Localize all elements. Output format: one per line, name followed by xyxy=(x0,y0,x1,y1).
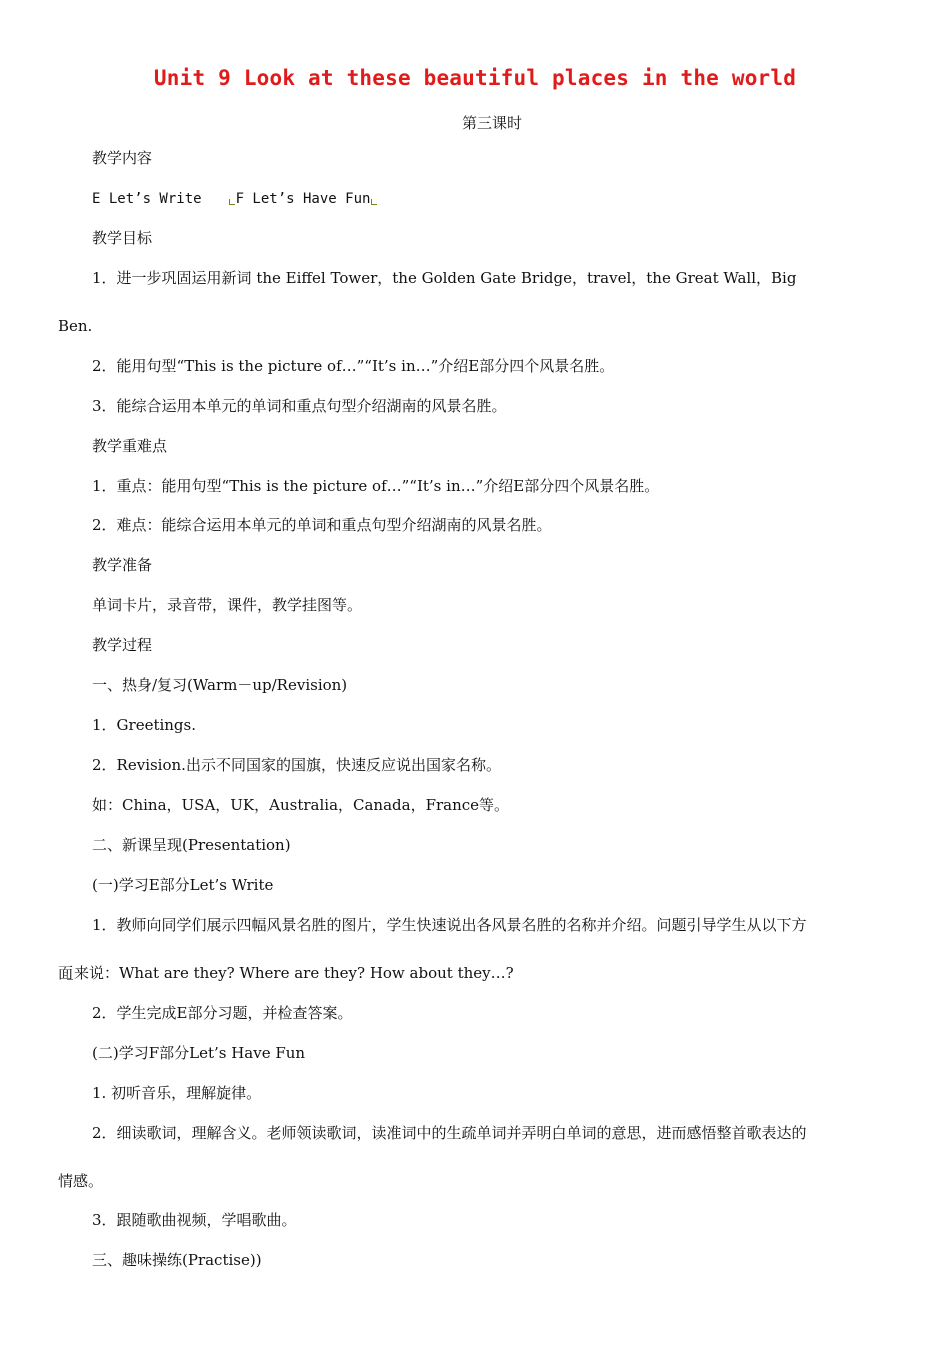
presentation-f-step-1: 1. 初听音乐，理解旋律。 xyxy=(92,1084,262,1102)
key-point-1: 1．重点：能用句型“This is the picture of…”“It’s in…”介绍E部分四个风景名胜。 xyxy=(92,477,660,495)
content-part-f: F Let’s Have Fun xyxy=(235,191,371,207)
annotation-mark xyxy=(229,199,235,205)
presentation-e-step-2: 2．学生完成E部分习题，并检查答案。 xyxy=(92,1004,353,1022)
goal-3: 3．能综合运用本单元的单词和重点句型介绍湖南的风景名胜。 xyxy=(92,397,507,415)
annotation-mark xyxy=(371,199,377,205)
presentation-f-step-3: 3．跟随歌曲视频，学唱歌曲。 xyxy=(92,1211,297,1229)
presentation-part-e-heading: (一)学习E部分Let’s Write xyxy=(92,876,274,894)
presentation-e-step-1-line-2 xyxy=(58,963,514,983)
presentation-part-f-heading: (二)学习F部分Let’s Have Fun xyxy=(92,1044,306,1062)
warmup-heading: 一、热身/复习(Warm－up/Revision) xyxy=(92,676,348,694)
content-part-e: E Let’s Write xyxy=(92,191,202,207)
document-title: Unit 9 Look at these beautiful places in the world xyxy=(153,66,797,90)
goals-heading: 教学目标 xyxy=(92,229,153,247)
preparation-heading: 教学准备 xyxy=(92,556,153,574)
goal-2: 2．能用句型“This is the picture of…”“It’s in…”介绍E部分四个风景名胜。 xyxy=(92,357,615,375)
preparation-text: 单词卡片，录音带，课件，教学挂图等。 xyxy=(92,596,363,614)
process-heading: 教学过程 xyxy=(92,636,153,654)
presentation-e-step-1-text: 来说：What are they? Where are they? How about they…? xyxy=(74,964,514,982)
key-point-2: 2．难点：能综合运用本单元的单词和重点句型介绍湖南的风景名胜。 xyxy=(92,516,552,534)
lesson-subtitle: 第三课时 xyxy=(461,114,522,132)
practice-heading: 三、趣味操练(Practise)) xyxy=(92,1251,262,1269)
presentation-f-step-2-line-1: 2．细读歌词，理解含义。老师领读歌词，读准词中的生疏单词并弄明白单词的意思，进而感悟整首歌表达的 xyxy=(92,1124,807,1142)
presentation-e-step-1-line-1: 1．教师向同学们展示四幅风景名胜的图片，学生快速说出各风景名胜的名称并介绍。问题引导学生从以下方 xyxy=(92,916,807,934)
key-points-heading: 教学重难点 xyxy=(92,437,168,455)
warmup-step-2: 2．Revision.出示不同国家的国旗，快速反应说出国家名称。 xyxy=(92,756,501,774)
content-line xyxy=(92,189,378,209)
presentation-heading: 二、新课呈现(Presentation) xyxy=(92,836,291,854)
warmup-example: 如：China，USA，UK，Australia，Canada，France等。 xyxy=(92,796,510,814)
annotation-mark xyxy=(67,974,73,980)
goal-1-line-2: Ben. xyxy=(58,317,93,335)
content-heading: 教学内容 xyxy=(92,149,153,167)
warmup-step-1: 1．Greetings. xyxy=(92,716,197,734)
presentation-e-step-1-prefix: 面 xyxy=(58,964,74,982)
presentation-f-step-2-line-2: 情感。 xyxy=(58,1172,104,1190)
goal-1-line-1: 1．进一步巩固运用新词 the Eiffel Tower，the Golden Gate Bridge，travel，the Great Wall，Big xyxy=(92,269,797,287)
